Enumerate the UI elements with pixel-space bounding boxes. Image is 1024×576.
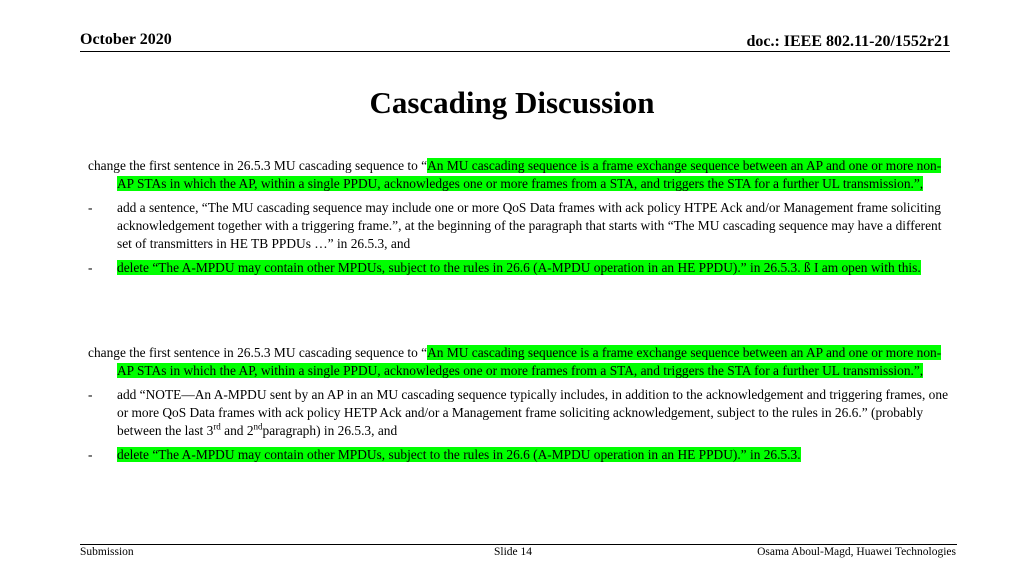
body-group-1 (88, 157, 954, 277)
footer-rule (80, 544, 957, 545)
highlighted-text: An MU cascading sequence is a frame exchange sequence between an AP and one or more non-AP STAs in which the AP, within a single PPDU, acknowledges one or more frames from a STA, and triggers the STA for a further UL transmission.”, (117, 345, 942, 378)
bullet-dash: - (88, 387, 93, 402)
footer-slide-number: Slide 14 (494, 546, 533, 558)
bullet-delete-sentence (88, 259, 954, 277)
header-doc-id: doc.: IEEE 802.11-20/1552r21 (746, 33, 950, 50)
bullet-dash: - (88, 200, 93, 215)
bullet-add-sentence (88, 199, 954, 253)
header-rule (80, 51, 950, 52)
highlighted-text: An MU cascading sequence is a frame exchange sequence between an AP and one or more non-AP STAs in which the AP, within a single PPDU, acknowledges one or more frames from a STA, and triggers the STA for a further UL transmission.”, (117, 158, 942, 191)
footer-author: Osama Aboul-Magd, Huawei Technologies (757, 546, 956, 558)
body-group-2 (88, 344, 954, 464)
bullet-add-note (88, 386, 954, 440)
paragraph-change-sentence (88, 157, 954, 193)
highlighted-text: delete “The A-MPDU may contain other MPDUs, subject to the rules in 26.6 (A-MPDU operation in an HE PPDU).” in 26.5.3. (117, 447, 801, 462)
ordinal-suffix: nd (253, 421, 263, 432)
paragraph-text: change the first sentence in 26.5.3 MU cascading sequence to “ (88, 158, 428, 173)
bullet-text: paragraph) in 26.5.3, and (262, 423, 398, 438)
bullet-delete-sentence (88, 446, 954, 464)
paragraph-text: change the first sentence in 26.5.3 MU cascading sequence to “ (88, 345, 428, 360)
paragraph-change-sentence (88, 344, 954, 380)
slide-title: Cascading Discussion (369, 85, 655, 120)
ordinal-suffix: rd (213, 421, 221, 432)
highlighted-text: delete “The A-MPDU may contain other MPDUs, subject to the rules in 26.6 (A-MPDU operation in an HE PPDU).” in 26.5.3. ß I am open with this. (117, 260, 921, 275)
header-date: October 2020 (80, 31, 172, 48)
footer-submission: Submission (80, 546, 134, 558)
bullet-dash: - (88, 260, 93, 275)
bullet-text: add a sentence, “The MU cascading sequence may include one or more QoS Data frames with ack policy HTPE Ack and/or Management frame soliciting acknowledgement together with a triggering frame.”, at the beginning of the paragraph that starts with “The MU cascading sequence may have a different set of transmitters in HE TB PPDUs …” in 26.5.3, and (117, 200, 942, 251)
bullet-text: add “NOTE—An A-MPDU sent by an AP in an MU cascading sequence typically includes, in addition to the acknowledgement and triggering frames, one or more QoS Data frames with ack policy HETP Ack and/or a Management frame soliciting acknowledgement, subject to the rules in 26.6.” (probably between the last 3 (117, 387, 949, 438)
bullet-dash: - (88, 447, 93, 462)
bullet-text: and 2 (220, 423, 254, 438)
